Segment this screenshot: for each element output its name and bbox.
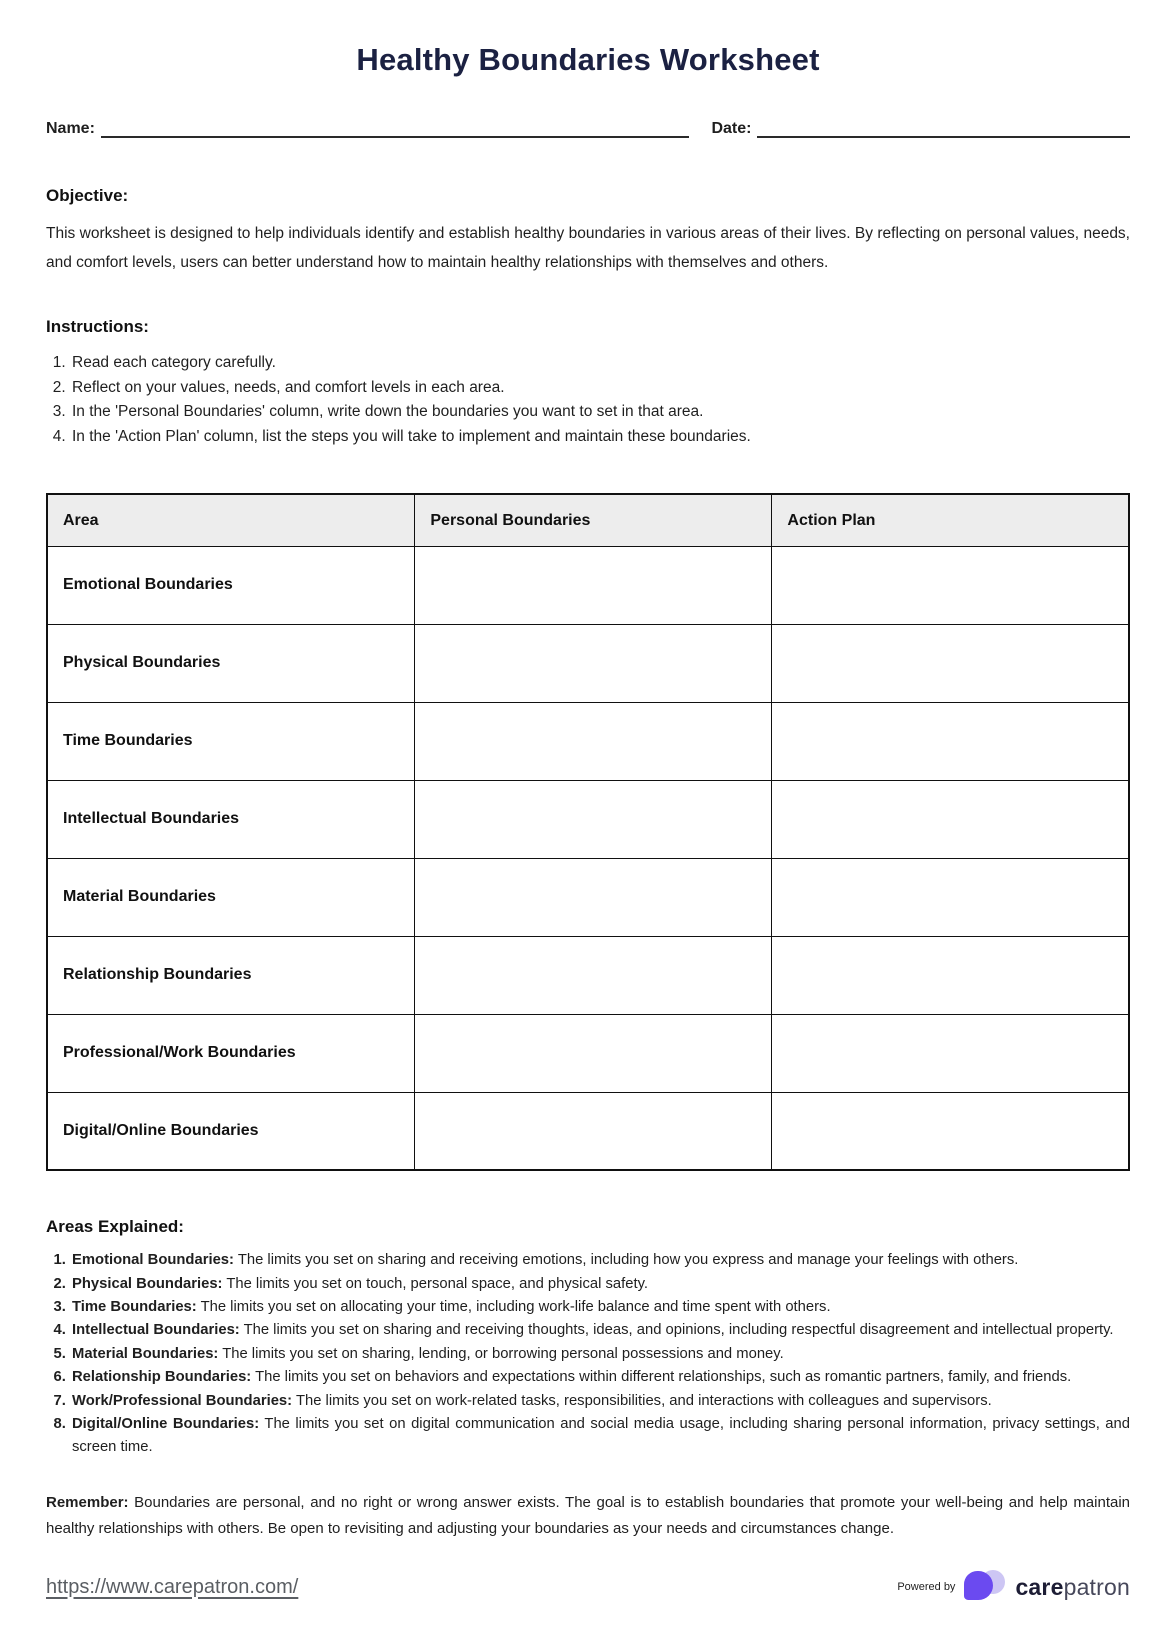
logo-bubble-dark [964,1571,993,1600]
table-row [47,624,1129,702]
area-item-text: The limits you set on behaviors and expectations within different relationships, such as romantic partners, family, and friends. [255,1369,1072,1386]
personal-boundaries-input-cell[interactable] [415,1014,772,1092]
table-row [47,780,1129,858]
action-plan-input-cell[interactable] [772,624,1129,702]
objective-text: This worksheet is designed to help individuals identify and establish healthy boundaries in various areas of their lives. By reflecting on personal values, needs, and comfort levels, users can better understand how to maintain healthy relationships with themselves and others. [46,225,1130,271]
area-explained-item [70,1249,1130,1272]
remember-text: Boundaries are personal, and no right or wrong answer exists. The goal is to establish boundaries that promote your well-being and help maintain healthy relationships with others. Be open to revisiting and adjusting your boundaries as your needs and circumstances change. [46,1493,1131,1537]
action-plan-input-cell[interactable] [772,780,1129,858]
personal-boundaries-input-cell[interactable] [415,624,772,702]
area-cell: Professional/Work Boundaries [47,1014,415,1092]
column-header-personal-boundaries: Personal Boundaries [415,494,772,546]
table-row [47,936,1129,1014]
column-header-action-plan: Action Plan [772,494,1129,546]
table-row [47,1014,1129,1092]
instructions-list [46,351,1130,449]
action-plan-input-cell[interactable] [772,858,1129,936]
carepatron-logo-icon [964,1568,1008,1606]
remember-label: Remember: [46,1493,129,1511]
page-title: Healthy Boundaries Worksheet [356,42,820,77]
name-date-row [46,118,1130,138]
footer [46,1568,1130,1606]
carepatron-link[interactable]: https://www.carepatron.com/ [46,1575,299,1598]
table-row [47,858,1129,936]
areas-explained-list [46,1249,1130,1459]
personal-boundaries-input-cell[interactable] [415,546,772,624]
area-item-label: Time Boundaries: [72,1299,197,1316]
instruction-item: 3. In the 'Personal Boundaries' column, write down the boundaries you want to set in that area. [70,400,1130,424]
date-input-line[interactable] [757,118,1130,138]
area-explained-item [70,1366,1130,1389]
area-cell: Physical Boundaries [47,624,415,702]
column-header-area: Area [47,494,415,546]
personal-boundaries-input-cell[interactable] [415,858,772,936]
area-explained-item [70,1319,1130,1342]
powered-by-label: Powered by [897,1581,956,1593]
instructions-heading: Instructions: [46,317,149,337]
area-item-label: Digital/Online Boundaries: [72,1415,260,1432]
area-explained-item [70,1390,1130,1413]
personal-boundaries-input-cell[interactable] [415,702,772,780]
area-cell: Digital/Online Boundaries [47,1092,415,1170]
area-item-label: Intellectual Boundaries: [72,1322,240,1339]
table-row [47,546,1129,624]
area-item-label: Work/Professional Boundaries: [72,1392,293,1409]
area-item-label: Relationship Boundaries: [72,1369,252,1386]
area-cell: Intellectual Boundaries [47,780,415,858]
area-explained-item [70,1273,1130,1296]
brand-wordmark-patron: patron [1063,1573,1130,1600]
objective-heading: Objective: [46,186,129,205]
area-cell: Time Boundaries [47,702,415,780]
area-item-label: Emotional Boundaries: [72,1252,234,1269]
personal-boundaries-input-cell[interactable] [415,1092,772,1170]
name-label: Name: [46,120,95,137]
area-explained-item [70,1343,1130,1366]
name-input-line[interactable] [101,118,690,138]
areas-explained-heading: Areas Explained: [46,1217,184,1237]
action-plan-input-cell[interactable] [772,936,1129,1014]
action-plan-input-cell[interactable] [772,1014,1129,1092]
area-cell: Emotional Boundaries [47,546,415,624]
area-item-text: The limits you set on allocating your time, including work-life balance and time spent with others. [200,1299,831,1316]
brand-wordmark-care: care [1015,1573,1064,1600]
remember-note [46,1490,1130,1543]
area-item-label: Material Boundaries: [72,1345,219,1362]
boundaries-table [46,493,1130,1171]
instruction-item: 2. Reflect on your values, needs, and comfort levels in each area. [70,376,1130,400]
personal-boundaries-input-cell[interactable] [415,936,772,1014]
action-plan-input-cell[interactable] [772,702,1129,780]
area-item-text: The limits you set on touch, personal space, and physical safety. [226,1275,648,1292]
area-explained-item [70,1413,1130,1460]
area-item-text: The limits you set on sharing and receiving thoughts, ideas, and opinions, including respectful disagreement and intellectual property. [243,1322,1114,1339]
area-item-label: Physical Boundaries: [72,1275,223,1292]
area-cell: Material Boundaries [47,858,415,936]
table-row [47,1092,1129,1170]
area-item-text: The limits you set on digital communication and social media usage, including sharing personal information, privacy settings, and screen time. [72,1415,1130,1456]
table-row [47,702,1129,780]
area-item-text: The limits you set on work-related tasks, responsibilities, and interactions with colleagues and supervisors. [295,1392,992,1409]
area-cell: Relationship Boundaries [47,936,415,1014]
action-plan-input-cell[interactable] [772,546,1129,624]
table-header-row [47,494,1129,546]
area-item-text: The limits you set on sharing, lending, or borrowing personal possessions and money. [222,1345,784,1362]
personal-boundaries-input-cell[interactable] [415,780,772,858]
action-plan-input-cell[interactable] [772,1092,1129,1170]
brand-block [897,1568,1130,1606]
instruction-item: 1. Read each category carefully. [70,351,1130,375]
instruction-item: 4. In the 'Action Plan' column, list the steps you will take to implement and maintain these boundaries. [70,425,1130,449]
area-explained-item [70,1296,1130,1319]
date-label: Date: [711,120,752,137]
area-item-text: The limits you set on sharing and receiving emotions, including how you express and manage your feelings with others. [237,1252,1019,1269]
